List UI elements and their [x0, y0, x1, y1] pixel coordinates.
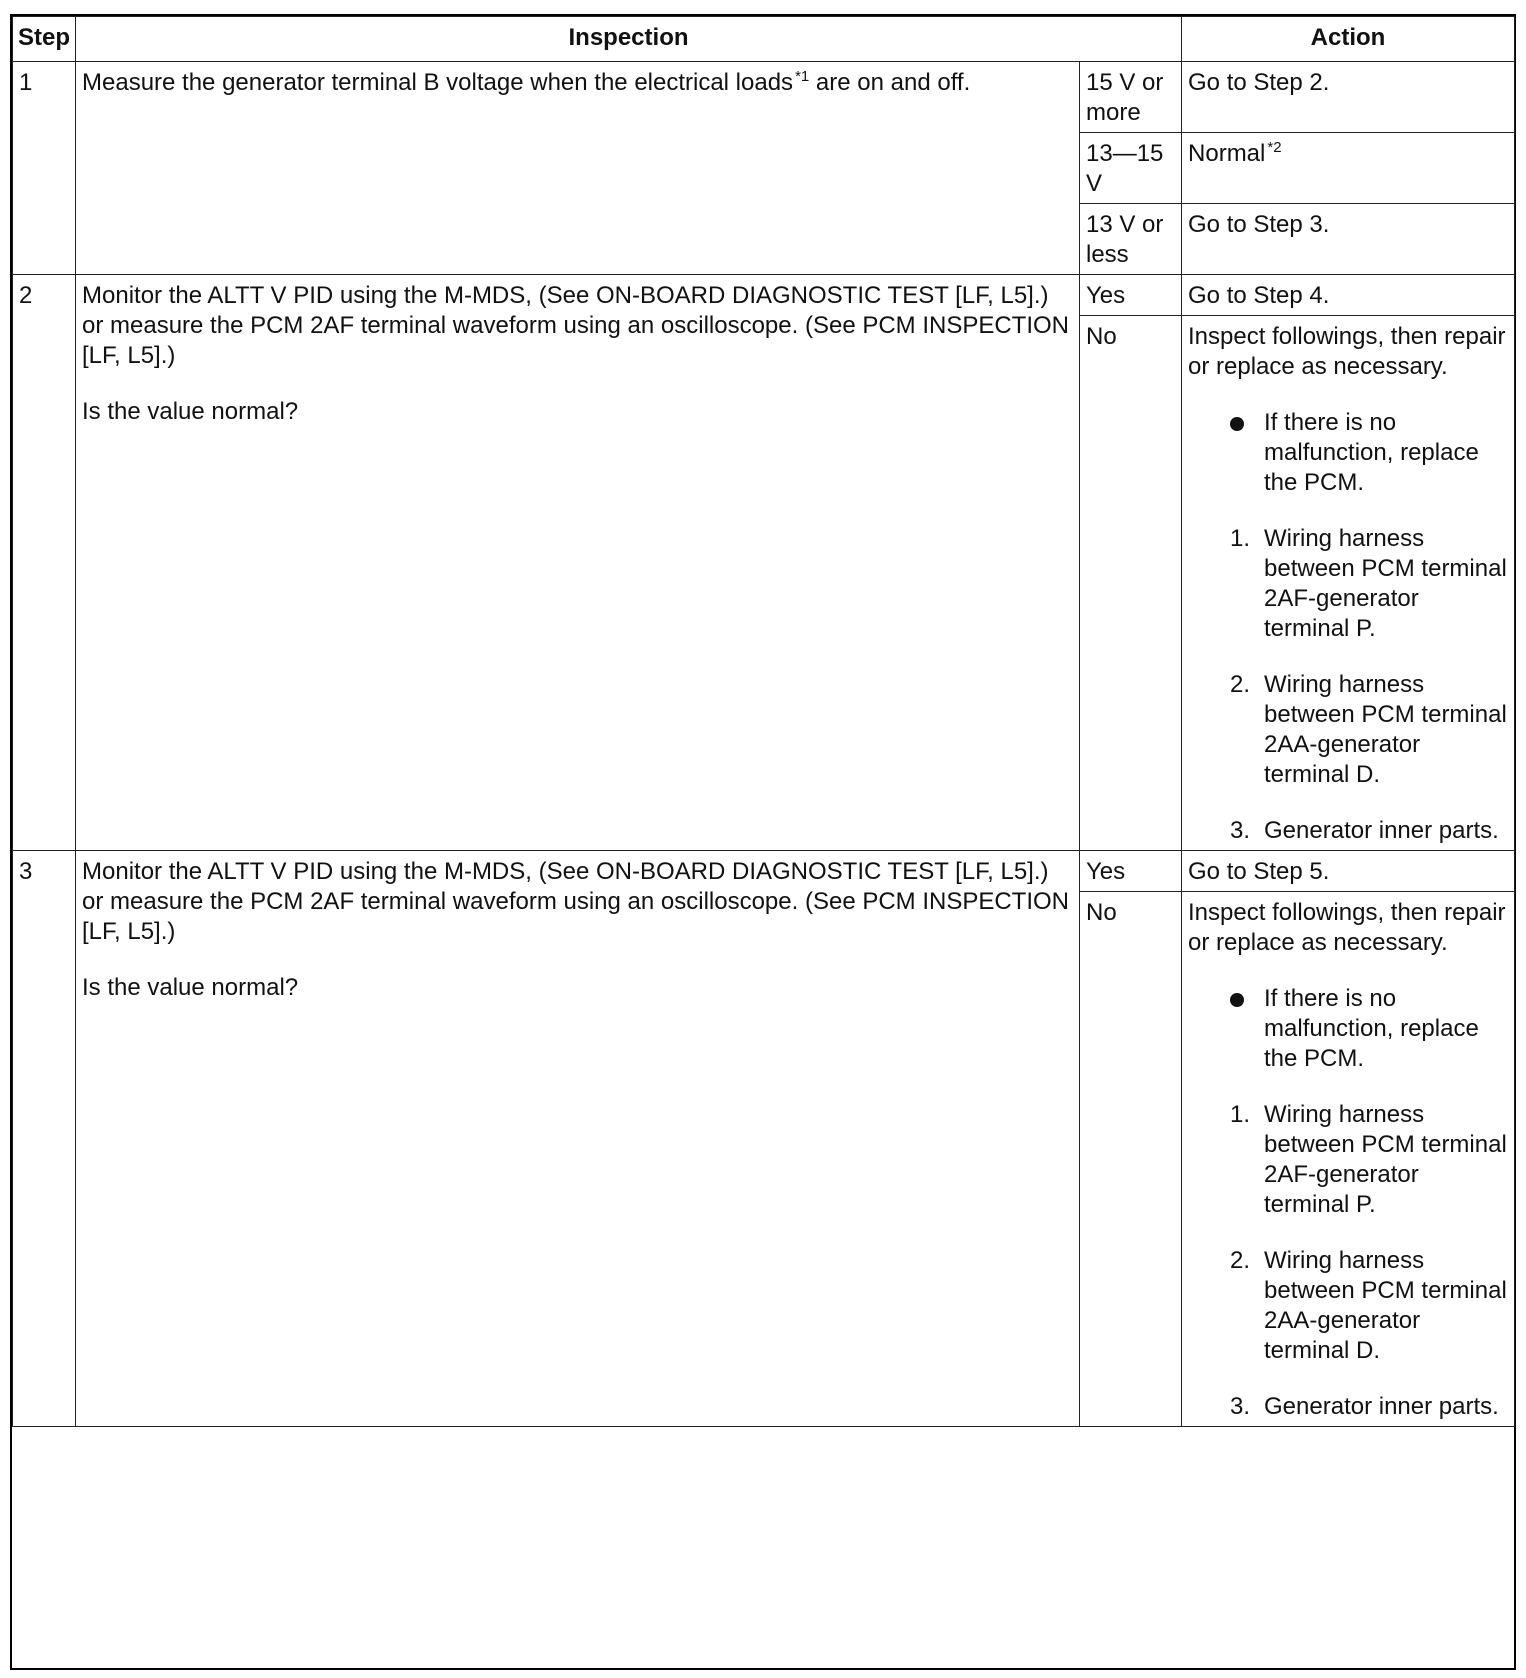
list-item: [1230, 1100, 1509, 1220]
inspection-question: Is the value normal?: [82, 398, 299, 425]
action-cell: [1182, 133, 1515, 204]
list-item: [1230, 524, 1509, 644]
step-number: 1: [13, 62, 76, 275]
bullet-icon: [1230, 993, 1244, 1007]
table-row: [13, 62, 1515, 133]
list-item-text: Generator inner parts.: [1264, 1393, 1499, 1420]
table-row: [13, 275, 1515, 316]
item-number: 3.: [1230, 1393, 1251, 1420]
list-item-text: Wiring harness between PCM terminal 2AF-generator terminal P.: [1264, 525, 1507, 642]
action-cell: Go to Step 3.: [1182, 204, 1515, 275]
condition-cell: 13—15 V: [1080, 133, 1182, 204]
list-item-text: If there is no malfunction, replace the PCM.: [1264, 409, 1479, 496]
numbered-list: [1188, 1100, 1509, 1422]
inspection-text: Monitor the ALTT V PID using the M-MDS, (See ON-BOARD DIAGNOSTIC TEST [LF, L5].) or measure the PCM 2AF terminal waveform using an oscilloscope. (See PCM INSPECTION [LF, L5].): [82, 282, 1070, 369]
action-intro: Inspect followings, then repair or replace as necessary.: [1188, 323, 1506, 380]
condition-cell: Yes: [1080, 851, 1182, 892]
list-item-text: Generator inner parts.: [1264, 817, 1499, 844]
item-number: 2.: [1230, 1247, 1251, 1274]
step-number: 3: [13, 851, 76, 1427]
header-inspection: Inspection: [76, 17, 1182, 62]
condition-cell: No: [1080, 892, 1182, 1427]
inspection-cell: [76, 62, 1080, 275]
action-cell: [1182, 316, 1515, 851]
list-item: [1230, 408, 1509, 498]
table-row: [13, 851, 1515, 892]
list-item: [1230, 670, 1509, 790]
action-cell: Go to Step 4.: [1182, 275, 1515, 316]
item-number: 1.: [1230, 1101, 1251, 1128]
header-row: [13, 17, 1515, 62]
numbered-list: [1188, 524, 1509, 846]
inspection-text-tail: are on and off.: [809, 69, 971, 96]
condition-cell: 13 V or less: [1080, 204, 1182, 275]
list-item: [1230, 1246, 1509, 1366]
footnote-marker: *1: [795, 68, 810, 85]
bullet-icon: [1230, 417, 1244, 431]
list-item-text: Wiring harness between PCM terminal 2AA-generator terminal D.: [1264, 1247, 1507, 1364]
header-action: Action: [1182, 17, 1515, 62]
inspection-text: Measure the generator terminal B voltage when the electrical loads: [82, 69, 794, 96]
step-number: 2: [13, 275, 76, 851]
inspection-text: Monitor the ALTT V PID using the M-MDS, (See ON-BOARD DIAGNOSTIC TEST [LF, L5].) or measure the PCM 2AF terminal waveform using an oscilloscope. (See PCM INSPECTION [LF, L5].): [82, 858, 1070, 945]
footnote-marker: *2: [1267, 139, 1282, 156]
list-item: [1230, 984, 1509, 1074]
inspection-question: Is the value normal?: [82, 974, 299, 1001]
condition-cell: Yes: [1080, 275, 1182, 316]
list-item-text: Wiring harness between PCM terminal 2AA-generator terminal D.: [1264, 671, 1507, 788]
action-intro: Inspect followings, then repair or replace as necessary.: [1188, 899, 1506, 956]
list-item: [1230, 816, 1509, 846]
inspection-cell: [76, 275, 1080, 851]
list-item-text: Wiring harness between PCM terminal 2AF-generator terminal P.: [1264, 1101, 1507, 1218]
diagnostic-table: [12, 16, 1515, 1427]
bullet-list: [1188, 408, 1509, 498]
item-number: 3.: [1230, 817, 1251, 844]
list-item: [1230, 1392, 1509, 1422]
action-cell: Go to Step 5.: [1182, 851, 1515, 892]
action-cell: [1182, 892, 1515, 1427]
inspection-cell: [76, 851, 1080, 1427]
header-step: Step: [13, 17, 76, 62]
list-item-text: If there is no malfunction, replace the PCM.: [1264, 985, 1479, 1072]
action-text: Normal: [1188, 140, 1266, 167]
action-cell: Go to Step 2.: [1182, 62, 1515, 133]
bullet-list: [1188, 984, 1509, 1074]
condition-cell: No: [1080, 316, 1182, 851]
condition-cell: 15 V or more: [1080, 62, 1182, 133]
item-number: 2.: [1230, 671, 1251, 698]
item-number: 1.: [1230, 525, 1251, 552]
